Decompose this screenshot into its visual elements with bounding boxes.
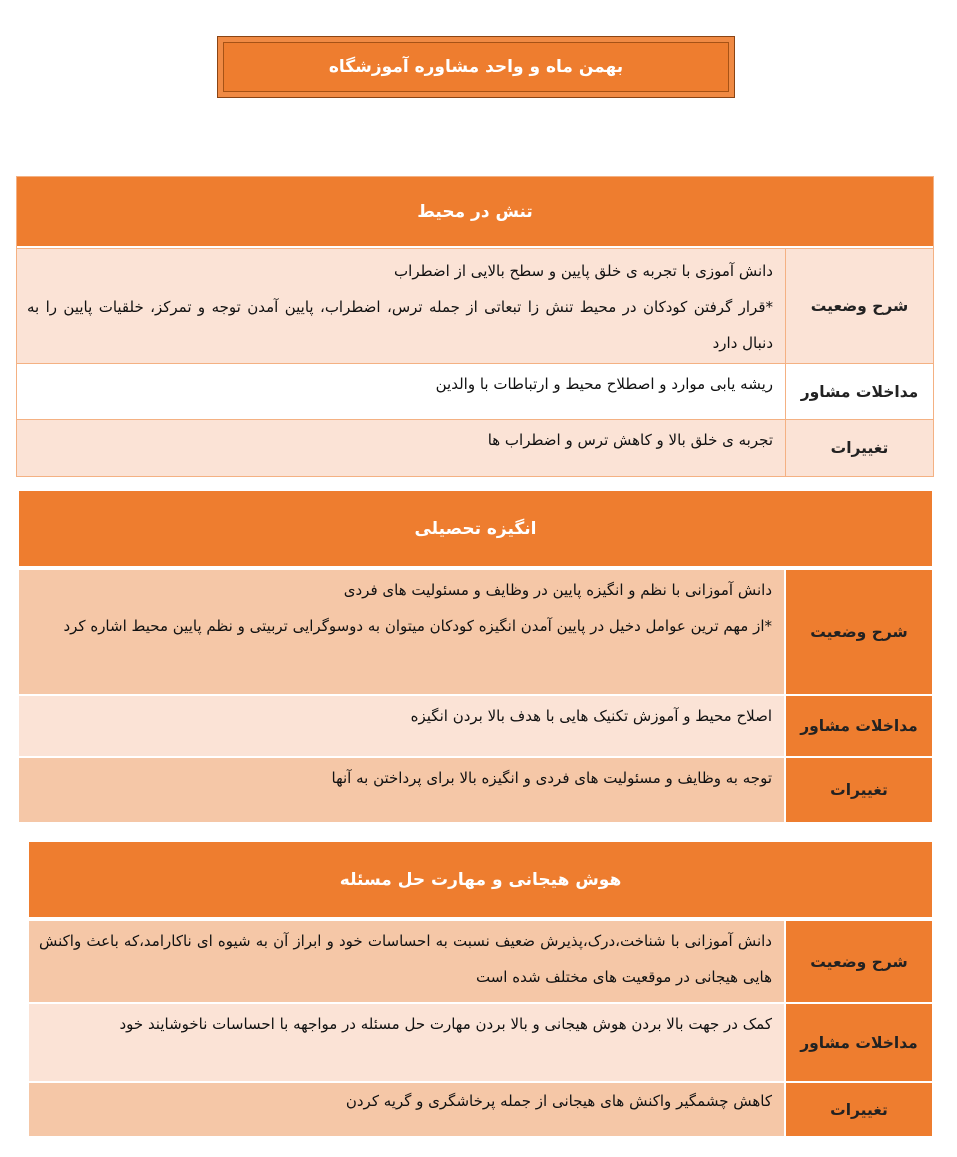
situation-text [29, 921, 784, 1002]
situation-row [19, 568, 932, 694]
situation-text [19, 570, 784, 694]
page-title: بهمن ماه و واحد مشاوره آموزشگاه [217, 36, 735, 98]
intervention-label: مداخلات مشاور [784, 1004, 932, 1081]
situation-line: دانش آموزانی با شناخت،درک،پذیرش ضعیف نسبت به احساسات خود و ابراز آن به شیوه ای ناکارامد،که باعث واکنش هایی هیجانی در موقعیت های مختلف شده است [39, 932, 772, 986]
situation-label: شرح وضعیت [785, 249, 933, 363]
changes-text: توجه به وظایف و مسئولیت های فردی و انگیزه بالا برای پرداختن به آنها [331, 769, 772, 787]
changes-row [19, 756, 932, 822]
intervention-text: ریشه یابی موارد و اصطلاح محیط و ارتباطات با والدین [435, 375, 773, 393]
changes-label: تغییرات [784, 758, 932, 822]
changes-row [17, 419, 933, 476]
situation-label: شرح وضعیت [784, 570, 932, 694]
section-table-emotional-intelligence [29, 842, 932, 1136]
changes-text: تجربه ی خلق بالا و کاهش ترس و اضطراب ها [487, 431, 773, 449]
changes-text: کاهش چشمگیر واکنش های هیجانی از جمله پرخاشگری و گریه کردن [345, 1092, 772, 1110]
intervention-label: مداخلات مشاور [784, 696, 932, 756]
situation-text [17, 249, 785, 363]
section-table-motivation [19, 491, 932, 822]
intervention-text: اصلاح محیط و آموزش تکنیک هایی با هدف بالا بردن انگیزه [410, 707, 772, 725]
intervention-row [19, 694, 932, 756]
changes-row [29, 1081, 932, 1136]
section-heading: انگیزه تحصیلی [19, 491, 932, 568]
section-heading: هوش هیجانی و مهارت حل مسئله [29, 842, 932, 919]
changes-label: تغییرات [784, 1083, 932, 1136]
situation-label: شرح وضعیت [784, 921, 932, 1002]
situation-line: *قرار گرفتن کودکان در محیط تنش زا تبعاتی از جمله ترس، اضطراب، پایین آمدن توجه و تمرکز، خلقیات پایین را به دنبال دارد [27, 298, 773, 352]
intervention-row [29, 1002, 932, 1081]
changes-label: تغییرات [785, 420, 933, 476]
situation-line: *از مهم ترین عوامل دخیل در پایین آمدن انگیزه کودکان میتوان به دوسوگرایی تربیتی و نظم پایین محیط اشاره کرد [63, 617, 772, 635]
situation-row [29, 919, 932, 1002]
section-heading: تنش در محیط [17, 177, 933, 248]
section-table-stress [16, 176, 934, 477]
situation-row [17, 248, 933, 363]
intervention-row [17, 363, 933, 419]
situation-line: دانش آموزی با تجربه ی خلق پایین و سطح بالایی از اضطراب [394, 262, 773, 280]
intervention-text: کمک در جهت بالا بردن هوش هیجانی و بالا بردن مهارت حل مسئله در مواجهه با احساسات ناخوشایند خود [119, 1015, 772, 1033]
intervention-label: مداخلات مشاور [785, 364, 933, 419]
situation-line: دانش آموزانی با نظم و انگیزه پایین در وظایف و مسئولیت های فردی [343, 581, 772, 599]
